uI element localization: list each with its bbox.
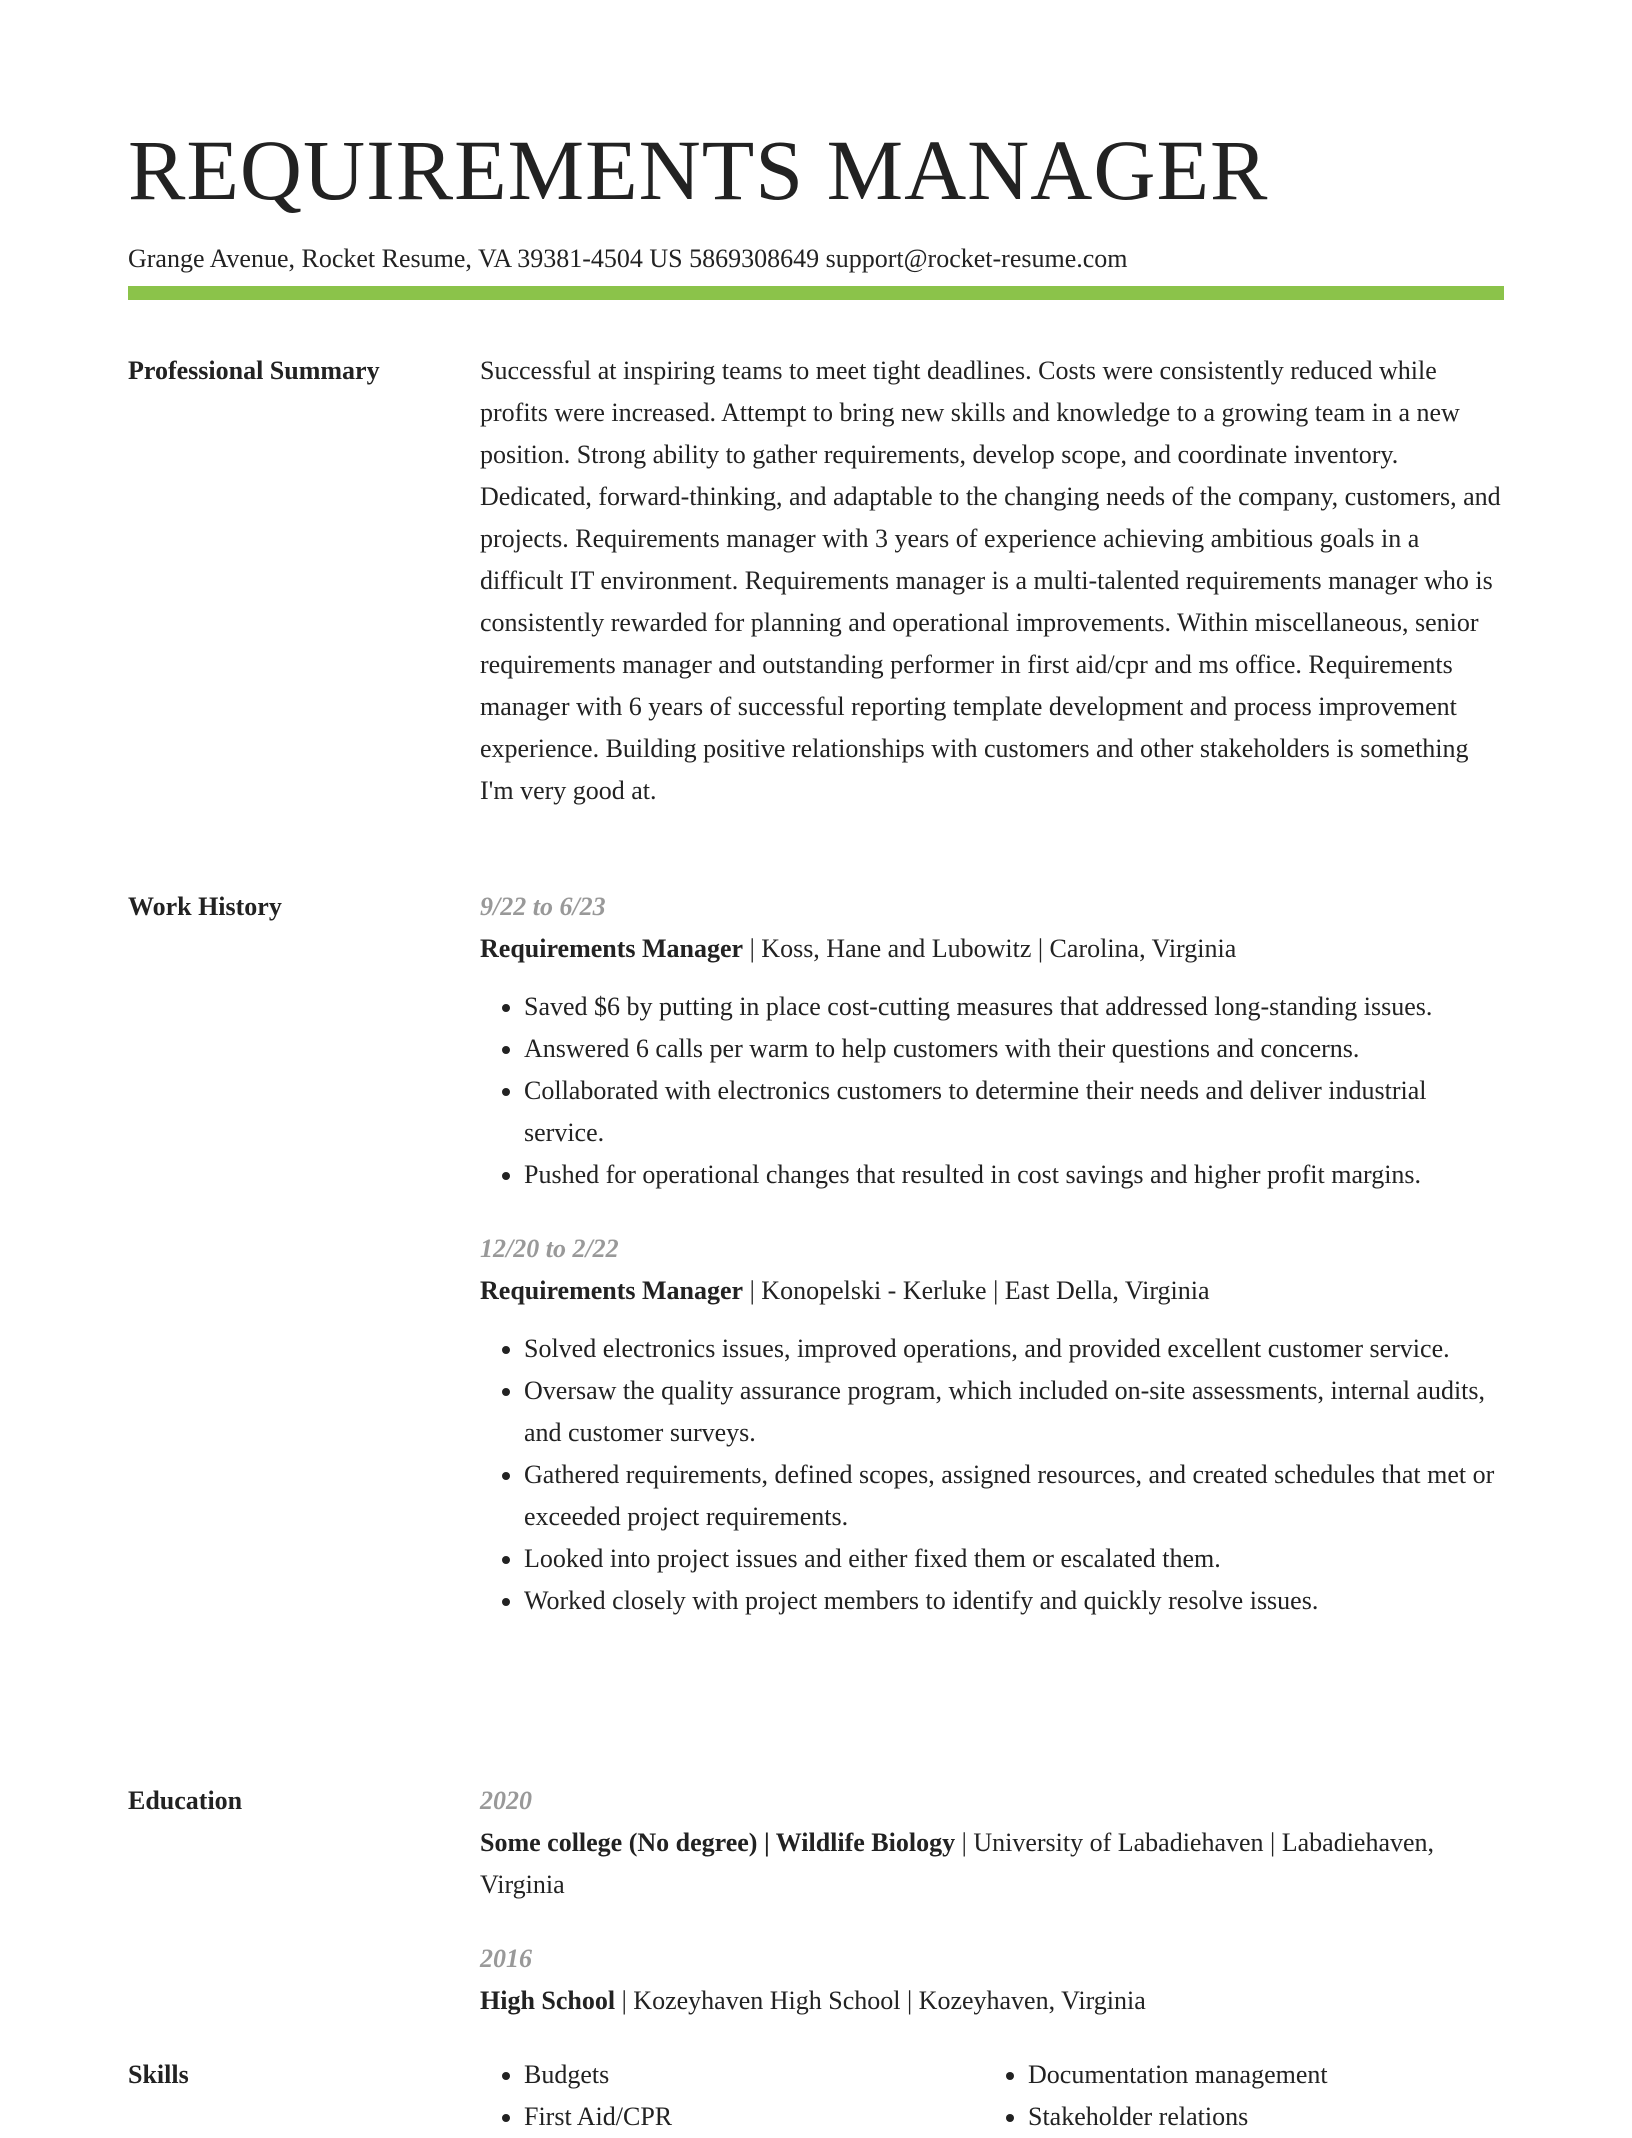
- contact-line: Grange Avenue, Rocket Resume, VA 39381-4504 US 5869308649 support@rocket-resume.com: [128, 244, 1128, 273]
- summary-heading: Professional Summary: [128, 356, 380, 385]
- skills-column-2: [984, 2054, 1488, 2138]
- education-entry: [480, 1938, 1504, 2022]
- education-entry: [480, 1780, 1504, 1906]
- education-body: [480, 1780, 1504, 2022]
- education-year: 2016: [480, 1944, 532, 1973]
- job-bullets: [480, 1328, 1504, 1622]
- education-degree: Some college (No degree) | Wildlife Biology: [480, 1828, 956, 1857]
- job-line: [480, 1270, 1504, 1312]
- list-item: • Worked closely with project members to identify and quickly resolve issues.: [524, 1580, 1504, 1622]
- candidate-name: REQUIREMENTS MANAGER: [128, 122, 1269, 218]
- education-year: 2020: [480, 1786, 532, 1815]
- list-item: • Documentation management: [1028, 2054, 1488, 2096]
- skills-heading: Skills: [128, 2060, 189, 2089]
- job-dates: 12/20 to 2/22: [480, 1234, 619, 1263]
- job-details: | Koss, Hane and Lubowitz | Carolina, Virginia: [743, 934, 1237, 963]
- list-item: • Saved $6 by putting in place cost-cutting measures that addressed long-standing issues.: [524, 986, 1504, 1028]
- job-line: [480, 928, 1504, 970]
- education-degree: High School: [480, 1986, 616, 2015]
- list-item: • Looked into project issues and either fixed them or escalated them.: [524, 1538, 1504, 1580]
- work-history-heading: Work History: [128, 892, 282, 921]
- job-entry: [480, 886, 1504, 1196]
- list-item: • Stakeholder relations: [1028, 2096, 1488, 2138]
- skills-column-1: [480, 2054, 984, 2138]
- summary-body: [480, 350, 1504, 812]
- education-heading: Education: [128, 1786, 243, 1815]
- accent-divider: [128, 286, 1504, 300]
- job-details: | Konopelski - Kerluke | East Della, Virginia: [743, 1276, 1210, 1305]
- list-item: • Gathered requirements, defined scopes, assigned resources, and created schedules that met or exceeded project requirements.: [524, 1454, 1504, 1538]
- skills-body: [480, 2054, 1504, 2138]
- list-item: • Oversaw the quality assurance program, which included on-site assessments, internal audits, and customer surveys.: [524, 1370, 1504, 1454]
- job-entry: [480, 1228, 1504, 1622]
- resume-header: [128, 118, 1504, 276]
- education-details: | Kozeyhaven High School | Kozeyhaven, Virginia: [615, 1986, 1146, 2015]
- work-history-body: [480, 886, 1504, 1622]
- job-title: Requirements Manager: [480, 1276, 744, 1305]
- job-dates: 9/22 to 6/23: [480, 892, 606, 921]
- list-item: • First Aid/CPR: [524, 2096, 984, 2138]
- job-title: Requirements Manager: [480, 934, 744, 963]
- list-item: • Budgets: [524, 2054, 984, 2096]
- list-item: • Solved electronics issues, improved operations, and provided excellent customer service.: [524, 1328, 1504, 1370]
- education-details: | University of Labadiehaven | Labadiehaven, Virginia: [480, 1828, 1435, 1899]
- education-line: [480, 1822, 1504, 1906]
- education-line: [480, 1980, 1504, 2022]
- list-item: • Pushed for operational changes that resulted in cost savings and higher profit margins.: [524, 1154, 1504, 1196]
- list-item: • Answered 6 calls per warm to help customers with their questions and concerns.: [524, 1028, 1504, 1070]
- skills-grid: [480, 2054, 1504, 2138]
- job-bullets: [480, 986, 1504, 1196]
- list-item: • Collaborated with electronics customers to determine their needs and deliver industrial service.: [524, 1070, 1504, 1154]
- summary-text: Successful at inspiring teams to meet tight deadlines. Costs were consistently reduced while profits were increased. Attempt to bring new skills and knowledge to a growing team in a new position. Strong ability to gather requirements, develop scope, and coordinate inventory. Dedicated, forward-thinking, and adaptable to the changing needs of the company, customers, and projects. Requirements manager with 3 years of experience achieving ambitious goals in a difficult IT environment. Requirements manager is a multi-talented requirements manager who is consistently rewarded for planning and operational improvements. Within miscellaneous, senior requirements manager and outstanding performer in first aid/cpr and ms office. Requirements manager with 6 years of successful reporting template development and process improvement experience. Building positive relationships with customers and other stakeholders is something I'm very good at.: [480, 356, 1501, 805]
